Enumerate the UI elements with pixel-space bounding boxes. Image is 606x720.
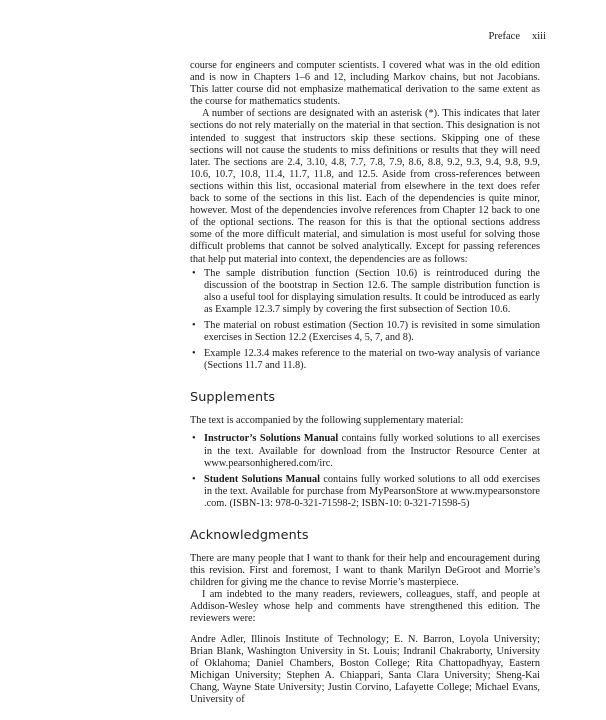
- list-item: [190, 433, 540, 469]
- list-item: • The material on robust estimation (Section 10.7) is revisited in some simulation exercises in Section 12.2 (Exercises 4, 5, 7, and 8).: [190, 320, 540, 344]
- acknowledgments-paragraph-2: I am indebted to the many readers, reviewers, colleagues, staff, and people at Addison-Wesley whose help and comments have strengthened this edition. The reviewers were:: [190, 589, 540, 625]
- supplements-list: [190, 433, 540, 510]
- list-item: • The sample distribution function (Section 10.6) is reintroduced during the discussion of the bootstrap in Section 12.6. The sample distribution function is also a useful tool for displaying simulation results. It could be introduced as early as Example 12.3.7 simply by covering the first subsection of Section 10.6.: [190, 268, 540, 316]
- supplement-text: contains fully worked solutions to all exercises in the text. Available for download from the Instructor Resource Center at www.pearsonhighered.com/irc.: [204, 433, 540, 469]
- acknowledgments-paragraph-1: There are many people that I want to thank for their help and encouragement during this revision. First and foremost, I want to thank Marilyn DeGroot and Morrie’s children for giving me the chance to revise Morrie’s masterpiece.: [190, 553, 540, 589]
- reviewers-list: Andre Adler, Illinois Institute of Technology; E. N. Barron, Loyola University; Brian Blank, Washington University in St. Louis; Indranil Chakraborty, University of Oklahoma; Daniel Chambers, Boston College; Rita Chattopadhyay, Eastern Michigan University; Stephen A. Chiappari, Santa Clara University; Sheng-Kai Chang, Wayne State University; Justin Corvino, Lafayette College; Michael Evans, University of: [190, 633, 540, 706]
- supplement-text: contains fully worked solutions to all odd exercises in the text. Available for purchase from MyPearsonStore at www.mypearsonstore .com. (ISBN-13: 978-0-321-71598-2; ISBN-10: 0-321-71598-5): [204, 473, 540, 509]
- supplement-title: Student Solutions Manual: [204, 473, 320, 485]
- supplements-intro: The text is accompanied by the following supplementary material:: [190, 415, 464, 427]
- supplement-title: Instructor’s Solutions Manual: [204, 433, 339, 445]
- dependency-list: [190, 268, 540, 373]
- supplements-heading: Supplements: [190, 390, 276, 406]
- asterisk-paragraph: A number of sections are designated with an asterisk (*). This indicates that later sections do not rely materially on the material in that section. This designation is not intended to suggest that instructors skip these sections. Skipping one of these sections will not cause the students to miss definitions or results that they will need later. The sections are 2.4, 3.10, 4.8, 7.7, 7.8, 7.9, 8.6, 8.8, 9.2, 9.3, 9.4, 9.8, 9.9, 10.6, 10.7, 10.8, 11.4, 11.7, 11.8, and 12.5. Aside from cross-references between sections within this list, occasional material from elsewhere in the text does refer back to some of the sections in this list. Each of the dependencies is quite minor, however. Most of the dependencies involve references from Chapter 12 back to one of the optional sections. The reason for this is that the optional sections address some of the more difficult material, and simulation is most useful for solving those difficult problems that cannot be solved analytically. Except for passing references that help put material into context, the dependencies are as follows:: [190, 108, 540, 265]
- page-body: [190, 60, 540, 706]
- intro-paragraph: course for engineers and computer scientists. I covered what was in the old edition and is now in Chapters 1–6 and 12, including Markov chains, but not Jacobians. This latter course did not emphasize mathematical derivation to the same extent as the course for mathematics students.: [190, 60, 540, 108]
- acknowledgments-heading: Acknowledgments: [190, 528, 309, 543]
- list-item: • Example 12.3.4 makes reference to the material on two-way analysis of variance (Sections 11.7 and 11.8).: [190, 348, 540, 372]
- list-item: [190, 474, 540, 510]
- running-header-title: Preface: [488, 31, 520, 42]
- page-number: xiii: [531, 31, 546, 42]
- running-header: [489, 31, 547, 42]
